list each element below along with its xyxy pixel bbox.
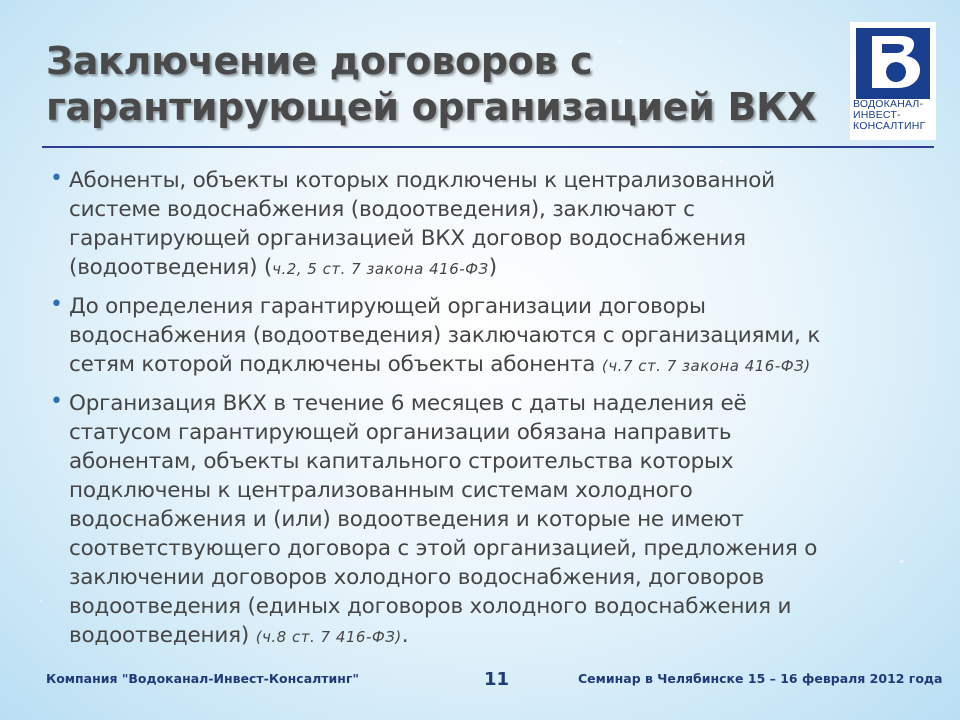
law-reference: ч.2, 5 ст. 7 закона 416-ФЗ xyxy=(272,260,489,278)
bullet-line: водоснабжения (водоотведения) заключаются с организациями, к xyxy=(69,323,821,348)
bullet-line: Организация ВКХ в течение 6 месяцев с даты наделения её xyxy=(69,391,747,416)
law-reference: (ч.7 ст. 7 закона 416-ФЗ) xyxy=(601,357,811,375)
bullet-line: соответствующего договора с этой организацией, предложения о xyxy=(69,536,818,561)
bullet-line: водоотведения (единых договоров холодного водоснабжения и xyxy=(69,594,792,619)
bullet-icon: • xyxy=(50,389,63,414)
bullet-tail: . xyxy=(401,623,409,648)
slide-title-line-1: Заключение договоров с xyxy=(46,39,593,83)
logo-caption-line-2: ИНВЕСТ- xyxy=(853,109,901,121)
page-number: 11 xyxy=(484,669,510,690)
bullet-line: подключены к централизованным системам холодного xyxy=(69,478,693,503)
bullet-line: водоснабжения и (или) водоотведения и которые не имеют xyxy=(69,507,744,532)
slide-title-line-2: гарантирующей организацией ВКХ xyxy=(46,85,816,129)
background-sparkle xyxy=(720,160,723,163)
bullet-icon: • xyxy=(50,292,63,317)
bullet-line: Абоненты, объекты которых подключены к централизованной xyxy=(69,168,775,193)
bullet-line: абонентам, объекты капитального строительства которых xyxy=(69,449,734,474)
law-reference: (ч.8 ст. 7 416-ФЗ) xyxy=(255,628,402,646)
bullet-line: водоотведения) xyxy=(69,623,256,648)
footer-seminar: Семинар в Челябинске 15 – 16 февраля 2012 года xyxy=(578,671,943,686)
bullet-item xyxy=(50,166,930,284)
bullet-tail: ) xyxy=(488,255,497,280)
logo-caption xyxy=(853,99,937,132)
bullet-line: (водоотведения) ( xyxy=(69,255,273,280)
logo-caption-line-3: КОНСАЛТИНГ xyxy=(853,120,926,132)
bullet-item xyxy=(50,389,930,652)
bullet-list xyxy=(50,166,930,660)
slide-title xyxy=(46,38,816,130)
title-divider xyxy=(42,146,934,148)
bullet-line: заключении договоров холодного водоснабжения, договоров xyxy=(69,565,765,590)
background-sparkle xyxy=(40,600,42,602)
bullet-line: системе водоснабжения (водоотведения), заключают с xyxy=(69,197,695,222)
bullet-line: гарантирующей организацией ВКХ договор водоснабжения xyxy=(69,226,746,251)
bullet-item xyxy=(50,292,930,381)
logo-caption-line-1: ВОДОКАНАЛ- xyxy=(853,98,924,110)
bullet-line: До определения гарантирующей организации договоры xyxy=(69,294,706,319)
bullet-line: сетям которой подключены объекты абонента xyxy=(69,352,602,377)
bullet-line: статусом гарантирующей организации обязана направить xyxy=(69,420,732,445)
bullet-icon: • xyxy=(50,166,63,191)
footer-company: Компания "Водоканал-Инвест-Консалтинг" xyxy=(46,671,359,686)
